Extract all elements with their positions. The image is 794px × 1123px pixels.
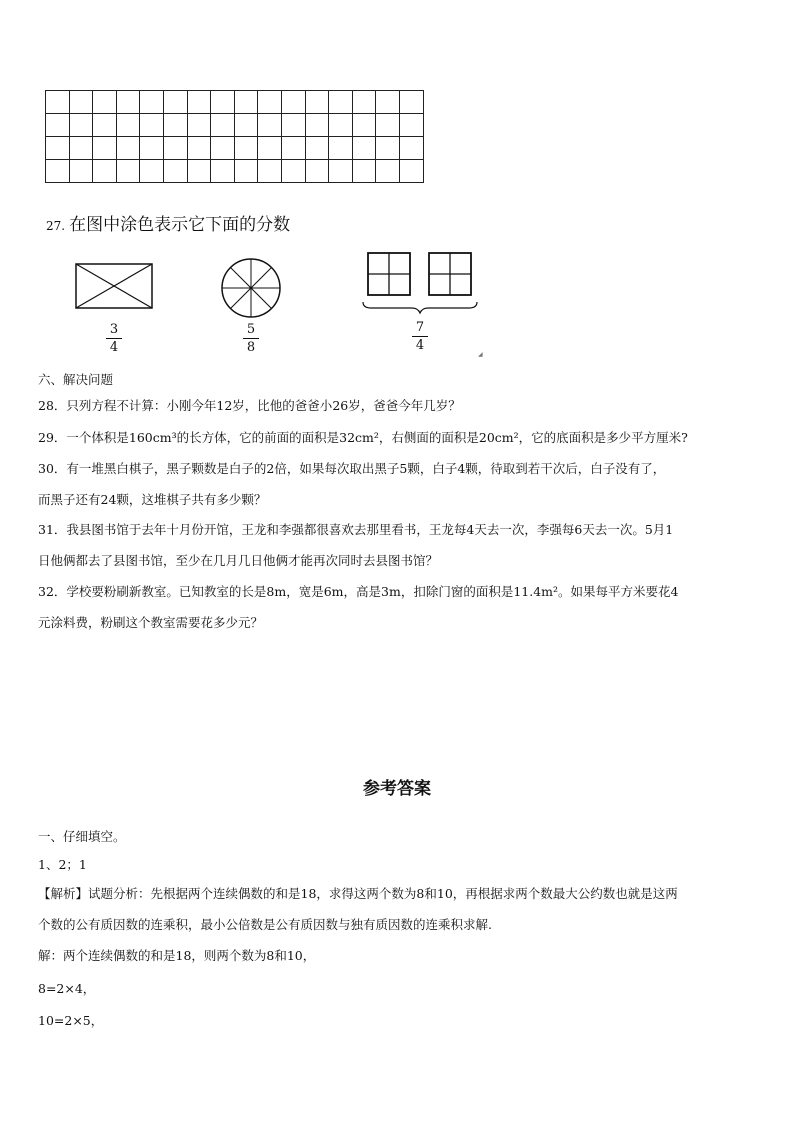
grid-cell[interactable] xyxy=(211,91,235,114)
circle-figure[interactable] xyxy=(222,259,280,317)
grid-cell[interactable] xyxy=(46,137,70,160)
brace-icon xyxy=(363,302,477,313)
fraction-numerator: 3 xyxy=(109,322,119,337)
grid-cell[interactable] xyxy=(93,91,117,114)
grid-cell[interactable] xyxy=(140,114,164,137)
grid-row xyxy=(46,91,424,114)
grid-cell[interactable] xyxy=(352,91,376,114)
answers-title: 参考答案 xyxy=(363,779,431,799)
grid-cell[interactable] xyxy=(46,114,70,137)
question-29: 29．一个体积是160cm³的长方体，它的前面的面积是32cm²，右侧面的面积是20cm²，它的底面积是多少平方厘米? xyxy=(38,430,688,445)
answers-section-1: 一、仔细填空。 xyxy=(38,829,126,844)
grid-cell[interactable] xyxy=(116,137,140,160)
grid-cell[interactable] xyxy=(211,114,235,137)
grid-cell[interactable] xyxy=(163,137,187,160)
question-27-number: 27. xyxy=(46,219,66,233)
grid-cell[interactable] xyxy=(399,114,423,137)
grid-table xyxy=(45,90,424,183)
grid-cell[interactable] xyxy=(140,91,164,114)
grid-cell[interactable] xyxy=(305,160,329,183)
grid-row xyxy=(46,160,424,183)
grid-cell[interactable] xyxy=(234,160,258,183)
grid-cell[interactable] xyxy=(187,137,211,160)
grid-cell[interactable] xyxy=(399,91,423,114)
grid-cell[interactable] xyxy=(163,91,187,114)
question-27-heading xyxy=(46,210,290,235)
grid-cell[interactable] xyxy=(258,91,282,114)
grid-cell[interactable] xyxy=(140,160,164,183)
grid-cell[interactable] xyxy=(376,91,400,114)
grid-cell[interactable] xyxy=(329,137,353,160)
corner-mark: ◢ xyxy=(478,351,483,358)
fraction-numerator: 7 xyxy=(415,320,425,335)
equation-2: 10=2×5， xyxy=(38,1013,104,1028)
section-6-title: 六、解决问题 xyxy=(38,372,114,387)
grid-cell[interactable] xyxy=(399,137,423,160)
grid-cell[interactable] xyxy=(93,160,117,183)
grid-cell[interactable] xyxy=(163,160,187,183)
grid-cell[interactable] xyxy=(305,91,329,114)
grid-cell[interactable] xyxy=(211,137,235,160)
grid-cell[interactable] xyxy=(329,160,353,183)
grid-cell[interactable] xyxy=(376,137,400,160)
grid-cell[interactable] xyxy=(234,91,258,114)
question-30-line2: 而黑子还有24颗，这堆棋子共有多少颗？ xyxy=(38,492,267,507)
grid-cell[interactable] xyxy=(69,137,93,160)
question-32-line1: 32．学校要粉刷新教室。已知教室的长是8m，宽是6m，高是3m，扣除门窗的面积是11.4m²。如果每平方米要花4 xyxy=(38,584,679,599)
grid-cell[interactable] xyxy=(258,137,282,160)
analysis-line1: 【解析】试题分析：先根据两个连续偶数的和是18，求得这两个数为8和10，再根据求两个数最大公约数也就是这两 xyxy=(38,886,678,901)
grid-cell[interactable] xyxy=(93,114,117,137)
grid-row xyxy=(46,114,424,137)
question-27-figures xyxy=(46,248,498,360)
question-31-line2: 日他俩都去了县图书馆，至少在几月几日他俩才能再次同时去县图书馆？ xyxy=(38,553,439,568)
fraction-numerator: 5 xyxy=(246,322,256,337)
grid-cell[interactable] xyxy=(234,114,258,137)
grid-cell[interactable] xyxy=(352,160,376,183)
grid-cell[interactable] xyxy=(329,91,353,114)
grid-cell[interactable] xyxy=(258,160,282,183)
grid-cell[interactable] xyxy=(376,160,400,183)
grid-cell[interactable] xyxy=(116,91,140,114)
grid-cell[interactable] xyxy=(116,160,140,183)
grid-cell[interactable] xyxy=(187,114,211,137)
question-28: 28．只列方程不计算：小刚今年12岁，比他的爸爸小26岁，爸爸今年几岁？ xyxy=(38,398,461,413)
fraction-5-8 xyxy=(241,322,261,355)
answer-1: 1、2；1 xyxy=(38,857,87,872)
grid-cell[interactable] xyxy=(46,91,70,114)
grid-cell[interactable] xyxy=(399,160,423,183)
grid-cell[interactable] xyxy=(69,160,93,183)
squares-figure[interactable] xyxy=(368,253,471,295)
solution-line: 解：两个连续偶数的和是18，则两个数为8和10， xyxy=(38,948,316,963)
analysis-line2: 个数的公有质因数的连乘积，最小公倍数是公有质因数与独有质因数的连乘积求解. xyxy=(38,917,492,932)
grid-cell[interactable] xyxy=(281,91,305,114)
question-30-line1: 30．有一堆黑白棋子，黑子颗数是白子的2倍，如果每次取出黑子5颗，白子4颗，待取到若干次后，白子没有了， xyxy=(38,461,666,476)
grid-cell[interactable] xyxy=(258,114,282,137)
grid-cell[interactable] xyxy=(69,114,93,137)
grid-cell[interactable] xyxy=(281,114,305,137)
rectangle-figure[interactable] xyxy=(76,264,152,308)
equation-1: 8=2×4， xyxy=(38,981,96,996)
grid-cell[interactable] xyxy=(187,160,211,183)
grid-cell[interactable] xyxy=(376,114,400,137)
fraction-denominator: 4 xyxy=(109,340,119,355)
grid-cell[interactable] xyxy=(46,160,70,183)
question-32-line2: 元涂料费，粉刷这个教室需要花多少元？ xyxy=(38,615,264,630)
grid-cell[interactable] xyxy=(305,137,329,160)
fraction-denominator: 8 xyxy=(246,340,256,355)
grid-cell[interactable] xyxy=(187,91,211,114)
grid-cell[interactable] xyxy=(116,114,140,137)
grid-row xyxy=(46,137,424,160)
grid-cell[interactable] xyxy=(352,114,376,137)
writing-grid xyxy=(45,90,424,183)
grid-cell[interactable] xyxy=(281,160,305,183)
fraction-denominator: 4 xyxy=(415,338,425,353)
fraction-7-4 xyxy=(410,320,430,353)
grid-cell[interactable] xyxy=(211,160,235,183)
grid-cell[interactable] xyxy=(234,137,258,160)
grid-cell[interactable] xyxy=(69,91,93,114)
fraction-3-4 xyxy=(104,322,124,355)
grid-cell[interactable] xyxy=(305,114,329,137)
grid-cell[interactable] xyxy=(281,137,305,160)
grid-cell[interactable] xyxy=(93,137,117,160)
question-27-title: 在图中涂色表示它下面的分数 xyxy=(69,215,291,235)
grid-cell[interactable] xyxy=(140,137,164,160)
grid-cell[interactable] xyxy=(163,114,187,137)
grid-cell[interactable] xyxy=(329,114,353,137)
question-31-line1: 31．我县图书馆于去年十月份开馆，王龙和李强都很喜欢去那里看书，王龙每4天去一次，李强每6天去一次。5月1 xyxy=(38,522,674,537)
grid-cell[interactable] xyxy=(352,137,376,160)
